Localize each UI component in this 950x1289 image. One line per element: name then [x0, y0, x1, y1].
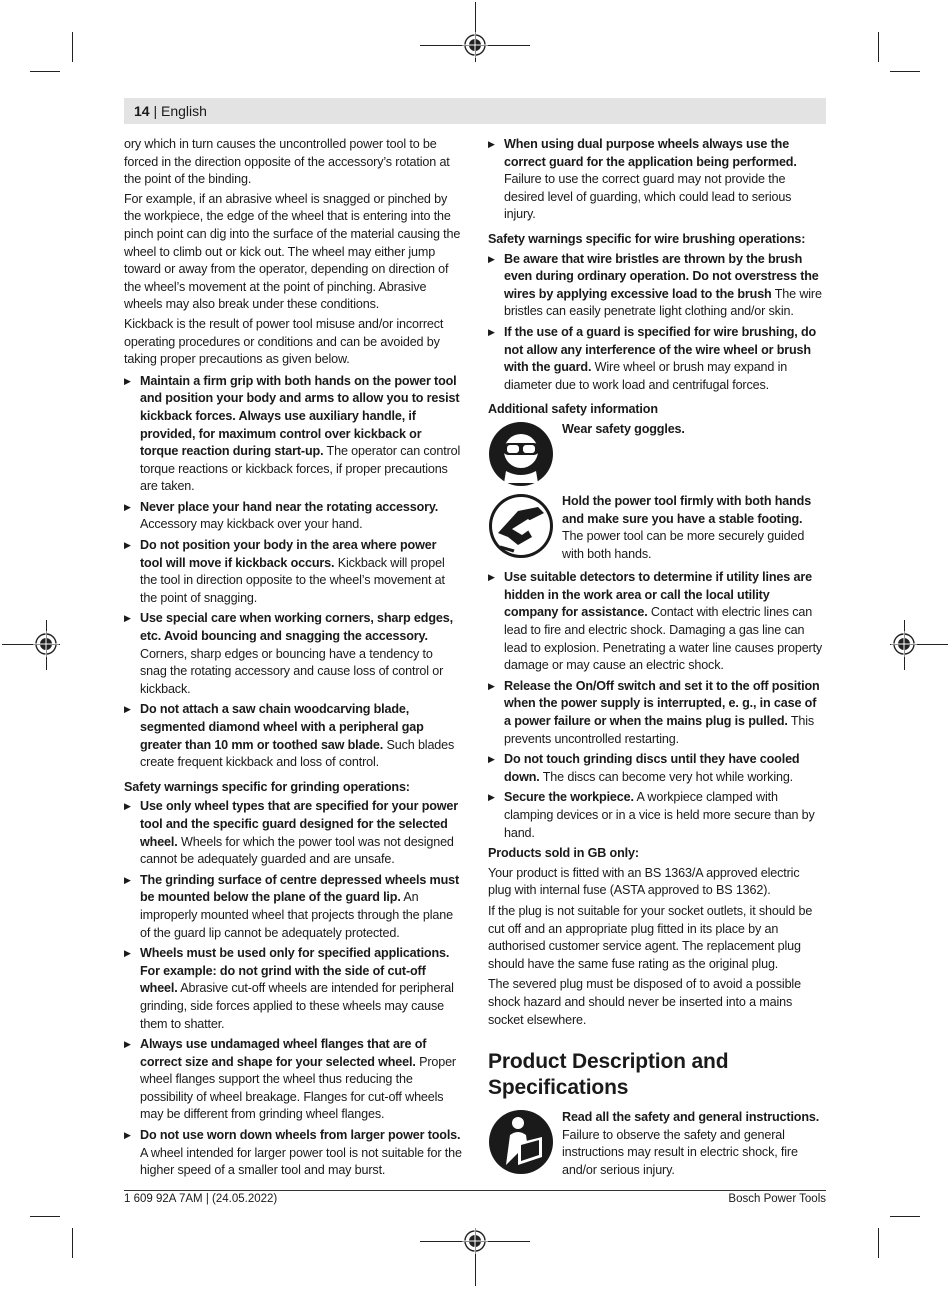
warning-bold: Never place your hand near the rotating accessory.: [140, 499, 439, 514]
warning-text: The wire bristles can easily penetrate light clothing and/or skin.: [504, 286, 822, 319]
warning-text: Proper wheel flanges support the wheel thus reducing the possibility of wheel breakage. Flanges for cut-off wheels may be different from grinding wheel flanges.: [140, 1054, 456, 1122]
warning-bold: Always use undamaged wheel flanges that are of correct size and shape for your selected wheel.: [140, 1037, 427, 1069]
kickback-list: [124, 373, 462, 772]
list-item: [488, 678, 826, 748]
goggles-notice: [488, 421, 826, 487]
warning-bold: If the use of a guard is specified for wire brushing, do not allow any interference of the wire wheel or brush with the guard.: [504, 324, 817, 375]
warning-bold: Use only wheel types that are specified for your power tool and the specific guard designed for the selected wheel.: [140, 799, 459, 849]
section-subheading: Safety warnings specific for wire brushing operations:: [488, 231, 806, 246]
warning-bold: Use suitable detectors to determine if utility lines are hidden in the work area or call the local utility company for assistance.: [504, 570, 812, 620]
warning-bold: Do not use worn down wheels from larger power tools.: [140, 1128, 461, 1143]
publisher-name: Bosch Power Tools: [728, 1193, 826, 1205]
warning-bold: Secure the workpiece.: [504, 790, 634, 805]
warning-bold: Maintain a firm grip with both hands on the power tool and position your body and arms to allow you to resist kickback forces. Always use auxiliary handle, if provided, for maximum control over kickback or torque reaction during start-up.: [140, 373, 460, 459]
warning-bold: Use special care when working corners, sharp edges, etc. Avoid bouncing and snagging the accessory.: [140, 611, 453, 644]
warning-text: A wheel intended for larger power tool is not suitable for the higher speed of a smaller tool and may burst.: [140, 1145, 462, 1178]
right-column: [488, 136, 826, 1186]
paragraph: The severed plug must be disposed of to avoid a possible shock hazard and should never be inserted into a mains socket elsewhere.: [488, 977, 801, 1027]
header-language: English: [161, 103, 207, 119]
warning-bold: When using dual purpose wheels always use the correct guard for the application being performed.: [504, 137, 797, 169]
grip-notice: [488, 493, 826, 563]
safety-goggles-icon: [488, 421, 554, 487]
list-item: [124, 872, 462, 942]
list-item: [124, 798, 462, 868]
header-separator: |: [149, 103, 161, 119]
section-subheading: Products sold in GB only:: [488, 846, 639, 861]
paragraph: Your product is fitted with an BS 1363/A approved electric plug with internal fuse (ASTA approved to BS 1362).: [488, 865, 800, 898]
paragraph: For example, if an abrasive wheel is snagged or pinched by the workpiece, the edge of the wheel that is entering into the pinch point can dig into the surface of the material causing the wheel to climb out or kick out. The wheel may either jump toward or away from the operator, depending on direction of the wheel’s movement at the point of pinching. Abrasive wheels may also break under these conditions.: [124, 191, 461, 312]
grinding-list: [124, 798, 462, 1179]
crop-mark: [890, 1216, 920, 1217]
warning-bold: The grinding surface of centre depressed wheels must be mounted below the plane of the guard lip.: [140, 872, 460, 905]
crop-mark: [72, 1228, 73, 1258]
registration-mark-icon: [891, 631, 917, 657]
warning-text: Such blades create frequent kickback and loss of control.: [140, 737, 455, 770]
crop-mark: [878, 1228, 879, 1258]
list-item: [488, 569, 826, 675]
warning-text: This prevents uncontrolled restarting.: [504, 714, 815, 746]
crop-mark: [30, 1216, 60, 1217]
list-item: [488, 251, 826, 321]
crop-mark: [30, 71, 60, 72]
page-header: [124, 98, 826, 124]
crop-mark: [890, 71, 920, 72]
list-item: [124, 537, 462, 607]
two-hands-grip-icon: [488, 493, 554, 559]
warning-text: Wire wheel or brush may expand in diameter due to work load and centrifugal forces.: [504, 360, 788, 392]
paragraph: ory which in turn causes the uncontrolled power tool to be forced in the direction opposite of the accessory’s rotation at the point of the binding.: [124, 137, 450, 187]
crop-mark: [878, 32, 879, 62]
registration-mark-icon: [462, 1228, 488, 1254]
warning-text: Accessory may kickback over your hand.: [140, 517, 363, 532]
notice-text: [562, 421, 826, 439]
warning-text: Contact with electric lines can lead to fire and electric shock. Damaging a gas line can lead to explosion. Penetrating a water line causes property damage or may cause an electric shock.: [504, 605, 823, 673]
document-number: 1 609 92A 7AM | (24.05.2022): [124, 1193, 278, 1205]
warning-text: Kickback will propel the tool in direction opposite to the wheel’s movement at the point of snagging.: [140, 555, 445, 605]
list-item: [124, 1036, 462, 1124]
list-item: [488, 751, 826, 786]
registration-mark-icon: [462, 32, 488, 58]
warning-bold: Release the On/Off switch and set it to the off position when the power supply is interrupted, e. g., in case of a power failure or when the mains plug is pulled.: [504, 678, 820, 729]
list-item: [488, 789, 826, 842]
list-item: [124, 499, 462, 534]
warning-bold: Do not touch grinding discs until they have cooled down.: [504, 752, 800, 784]
list-item: [488, 324, 826, 394]
warning-text: Corners, sharp edges or bouncing have a tendency to snag the rotating accessory and cause loss of control or kickback.: [140, 646, 444, 696]
warning-text: Failure to use the correct guard may not provide the desired level of guarding, which could lead to serious injury.: [504, 172, 792, 222]
notice-bold: Wear safety goggles.: [562, 421, 685, 436]
warning-bold: Do not attach a saw chain woodcarving blade, segmented diamond wheel with a peripheral gap greater than 10 mm or toothed saw blade.: [140, 702, 424, 752]
notice-bold: Hold the power tool firmly with both hands and make sure you have a stable footing.: [562, 493, 812, 526]
paragraph: If the plug is not suitable for your socket outlets, it should be cut off and an appropriate plug fitted in its place by an authorised customer service agent. The replacement plug should have the same fuse rating as the original plug.: [488, 903, 813, 971]
notice-rest: The power tool can be more securely guided with both hands.: [562, 529, 805, 561]
warning-text: A workpiece clamped with clamping devices or in a vice is held more secure than by hand.: [504, 790, 815, 840]
list-item: [124, 701, 462, 771]
crop-mark: [72, 32, 73, 62]
warning-text: Abrasive cut-off wheels are intended for peripheral grinding, side forces applied to these wheels may cause them to shatter.: [140, 981, 454, 1031]
notice-text: [562, 1109, 826, 1179]
list-item: [488, 136, 826, 224]
notice-rest: Failure to observe the safety and general instructions may result in electric shock, fire and/or serious injury.: [562, 1127, 798, 1177]
warning-bold: Be aware that wire bristles are thrown by the brush even during ordinary operation. Do not overstress the wires by applying excessive load to the brush: [504, 251, 819, 301]
section-title: Product Description and Specifications: [488, 1050, 729, 1100]
warning-text: Wheels for which the power tool was not designed cannot be adequately guarded and are unsafe.: [140, 834, 454, 867]
notice-bold: Read all the safety and general instructions.: [562, 1110, 820, 1125]
read-manual-icon: [488, 1109, 554, 1175]
warning-text: The operator can control torque reactions or kickback forces, if proper precautions are taken.: [140, 444, 461, 494]
warning-bold: Do not position your body in the area where power tool will move if kickback occurs.: [140, 538, 437, 570]
warning-bold: Wheels must be used only for specified applications. For example: do not grind with the side of cut-off wheel.: [140, 946, 450, 996]
paragraph: Kickback is the result of power tool misuse and/or incorrect operating procedures or conditions and can be avoided by taking proper precautions as given below.: [124, 316, 444, 367]
section-subheading: Safety warnings specific for grinding operations:: [124, 779, 410, 794]
page-number: 14: [134, 103, 150, 119]
manual-notice: [488, 1109, 826, 1179]
notice-text: [562, 493, 826, 563]
page-footer: [124, 1190, 826, 1205]
list-item: [124, 945, 462, 1033]
list-item: [124, 1127, 462, 1180]
warning-text: The discs can become very hot while working.: [539, 769, 794, 784]
left-column: [124, 136, 462, 1183]
list-item: [124, 373, 462, 496]
list-item: [124, 610, 462, 698]
section-subheading: Additional safety information: [488, 402, 658, 417]
registration-mark-icon: [33, 631, 59, 657]
warning-text: An improperly mounted wheel that projects through the plane of the guard lip cannot be adequately protected.: [140, 890, 453, 940]
